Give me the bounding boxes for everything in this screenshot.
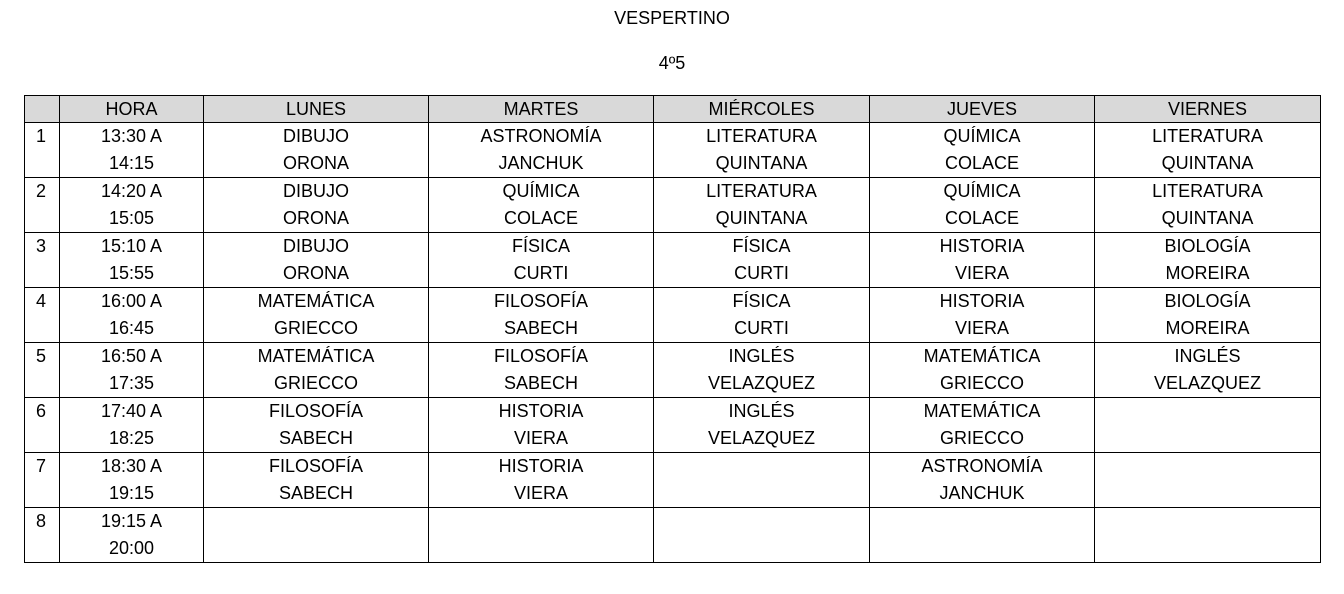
subject-name [870,508,1094,535]
teacher-name: QUINTANA [715,208,808,228]
subject-name: HISTORIA [498,456,584,476]
period-number: 2 [25,178,60,233]
class-cell-friday [1095,508,1321,563]
period-time [60,178,204,233]
class-cell-wednesday [654,178,870,233]
subject-name: QUÍMICA [943,126,1021,146]
teacher-name: VIERA [954,263,1010,283]
course-title: 4º5 [658,53,686,73]
time-end: 15:55 [108,263,155,283]
teacher-name [1095,425,1320,452]
table-row [25,123,1321,178]
subject-name: HISTORIA [939,236,1025,256]
class-cell-wednesday [654,123,870,178]
period-time [60,398,204,453]
time-start: 16:50 A [100,346,163,366]
period-time [60,123,204,178]
time-start: 19:15 A [100,511,163,531]
subject-name: BIOLOGÍA [1164,236,1251,256]
teacher-name: GRIECCO [939,428,1024,448]
subject-name: FÍSICA [732,291,791,311]
teacher-name [1095,535,1320,562]
class-cell-thursday [870,398,1095,453]
class-cell-friday [1095,398,1321,453]
subject-name [654,453,869,480]
subject-name: QUÍMICA [943,181,1021,201]
subject-name: FILOSOFÍA [268,401,364,421]
subject-name: BIOLOGÍA [1164,291,1251,311]
period-number: 6 [25,398,60,453]
class-cell-friday [1095,453,1321,508]
class-cell-wednesday [654,508,870,563]
teacher-name: VIERA [513,483,569,503]
teacher-name: COLACE [503,208,579,228]
table-row [25,508,1321,563]
teacher-name [654,480,869,507]
teacher-name: VIERA [513,428,569,448]
class-cell-tuesday [429,178,654,233]
class-cell-tuesday [429,233,654,288]
column-header-friday: VIERNES [1095,96,1321,123]
subject-name: QUÍMICA [502,181,580,201]
subject-name: MATEMÁTICA [923,346,1041,366]
time-end: 14:15 [108,153,155,173]
class-cell-friday [1095,343,1321,398]
subject-name: FÍSICA [732,236,791,256]
time-end: 15:05 [108,208,155,228]
teacher-name [654,535,869,562]
teacher-name: MOREIRA [1165,263,1250,283]
subject-name: INGLÉS [1174,346,1241,366]
teacher-name: VELAZQUEZ [707,428,816,448]
teacher-name: GRIECCO [273,373,358,393]
class-cell-tuesday [429,508,654,563]
period-number: 3 [25,233,60,288]
teacher-name: SABECH [503,373,579,393]
time-start: 18:30 A [100,456,163,476]
period-time [60,453,204,508]
subject-name [204,508,428,535]
teacher-name: JANCHUK [939,483,1025,503]
period-number: 5 [25,343,60,398]
subject-name: LITERATURA [706,126,817,146]
class-cell-thursday [870,288,1095,343]
table-row [25,453,1321,508]
column-header-time: HORA [60,96,204,123]
column-header-tuesday: MARTES [429,96,654,123]
subject-name: DIBUJO [282,236,349,256]
teacher-name: ORONA [282,153,349,173]
period-time [60,508,204,563]
table-row [25,288,1321,343]
column-header-number [25,96,60,123]
teacher-name: VIERA [954,318,1010,338]
subject-name: MATEMÁTICA [257,346,375,366]
class-cell-monday [204,123,429,178]
teacher-name: COLACE [944,208,1020,228]
subject-name: MATEMÁTICA [923,401,1041,421]
period-time [60,288,204,343]
period-number: 7 [25,453,60,508]
column-header-wednesday: MIÉRCOLES [654,96,870,123]
class-cell-monday [204,453,429,508]
subject-name: DIBUJO [282,181,349,201]
shift-title: VESPERTINO [614,8,730,28]
class-cell-thursday [870,178,1095,233]
time-start: 15:10 A [100,236,163,256]
class-cell-thursday [870,343,1095,398]
column-header-thursday: JUEVES [870,96,1095,123]
time-end: 19:15 [108,483,155,503]
class-cell-thursday [870,508,1095,563]
teacher-name: GRIECCO [939,373,1024,393]
period-number: 4 [25,288,60,343]
class-cell-tuesday [429,453,654,508]
table-row [25,398,1321,453]
time-start: 13:30 A [100,126,163,146]
schedule-table [24,95,1321,563]
teacher-name [204,535,428,562]
period-number: 1 [25,123,60,178]
schedule-body [25,123,1321,563]
class-cell-tuesday [429,123,654,178]
subject-name: ASTRONOMÍA [480,126,602,146]
teacher-name: JANCHUK [498,153,584,173]
teacher-name: CURTI [734,318,789,338]
time-end: 18:25 [108,428,155,448]
class-cell-wednesday [654,453,870,508]
class-cell-friday [1095,178,1321,233]
class-cell-thursday [870,123,1095,178]
time-start: 14:20 A [100,181,163,201]
teacher-name: QUINTANA [1161,153,1254,173]
time-start: 16:00 A [100,291,163,311]
subject-name: ASTRONOMÍA [921,456,1043,476]
class-cell-wednesday [654,343,870,398]
teacher-name: ORONA [282,208,349,228]
time-end: 20:00 [108,538,155,558]
teacher-name: CURTI [734,263,789,283]
class-cell-friday [1095,288,1321,343]
class-cell-monday [204,233,429,288]
subject-name: FILOSOFÍA [493,346,589,366]
teacher-name: VELAZQUEZ [1153,373,1262,393]
period-time [60,233,204,288]
class-cell-monday [204,343,429,398]
subject-name: DIBUJO [282,126,349,146]
subject-name [1095,398,1320,425]
subject-name [1095,508,1320,535]
subject-name: LITERATURA [706,181,817,201]
class-cell-tuesday [429,398,654,453]
teacher-name: VELAZQUEZ [707,373,816,393]
subject-name: HISTORIA [498,401,584,421]
teacher-name [870,535,1094,562]
teacher-name: ORONA [282,263,349,283]
subject-name: INGLÉS [728,346,795,366]
time-end: 17:35 [108,373,155,393]
subject-name: HISTORIA [939,291,1025,311]
period-number: 8 [25,508,60,563]
teacher-name: QUINTANA [715,153,808,173]
column-header-monday: LUNES [204,96,429,123]
class-cell-wednesday [654,398,870,453]
class-cell-monday [204,178,429,233]
teacher-name: SABECH [278,428,354,448]
period-time [60,343,204,398]
teacher-name: SABECH [503,318,579,338]
time-end: 16:45 [108,318,155,338]
subject-name: FILOSOFÍA [493,291,589,311]
teacher-name [429,535,653,562]
subject-name [1095,453,1320,480]
class-cell-thursday [870,453,1095,508]
subject-name [429,508,653,535]
teacher-name: SABECH [278,483,354,503]
subject-name: LITERATURA [1152,126,1263,146]
class-cell-thursday [870,233,1095,288]
subject-name: FÍSICA [511,236,570,256]
teacher-name [1095,480,1320,507]
subject-name: MATEMÁTICA [257,291,375,311]
time-start: 17:40 A [100,401,163,421]
class-cell-wednesday [654,288,870,343]
class-cell-monday [204,508,429,563]
teacher-name: COLACE [944,153,1020,173]
table-row [25,233,1321,288]
class-cell-tuesday [429,288,654,343]
teacher-name: GRIECCO [273,318,358,338]
subject-name [654,508,869,535]
teacher-name: MOREIRA [1165,318,1250,338]
class-cell-wednesday [654,233,870,288]
class-cell-friday [1095,233,1321,288]
table-row [25,343,1321,398]
header-row [25,96,1321,123]
subject-name: LITERATURA [1152,181,1263,201]
teacher-name: QUINTANA [1161,208,1254,228]
teacher-name: CURTI [513,263,569,283]
subject-name: FILOSOFÍA [268,456,364,476]
class-cell-tuesday [429,343,654,398]
class-cell-friday [1095,123,1321,178]
subject-name: INGLÉS [728,401,795,421]
class-cell-monday [204,288,429,343]
table-row [25,178,1321,233]
class-cell-monday [204,398,429,453]
